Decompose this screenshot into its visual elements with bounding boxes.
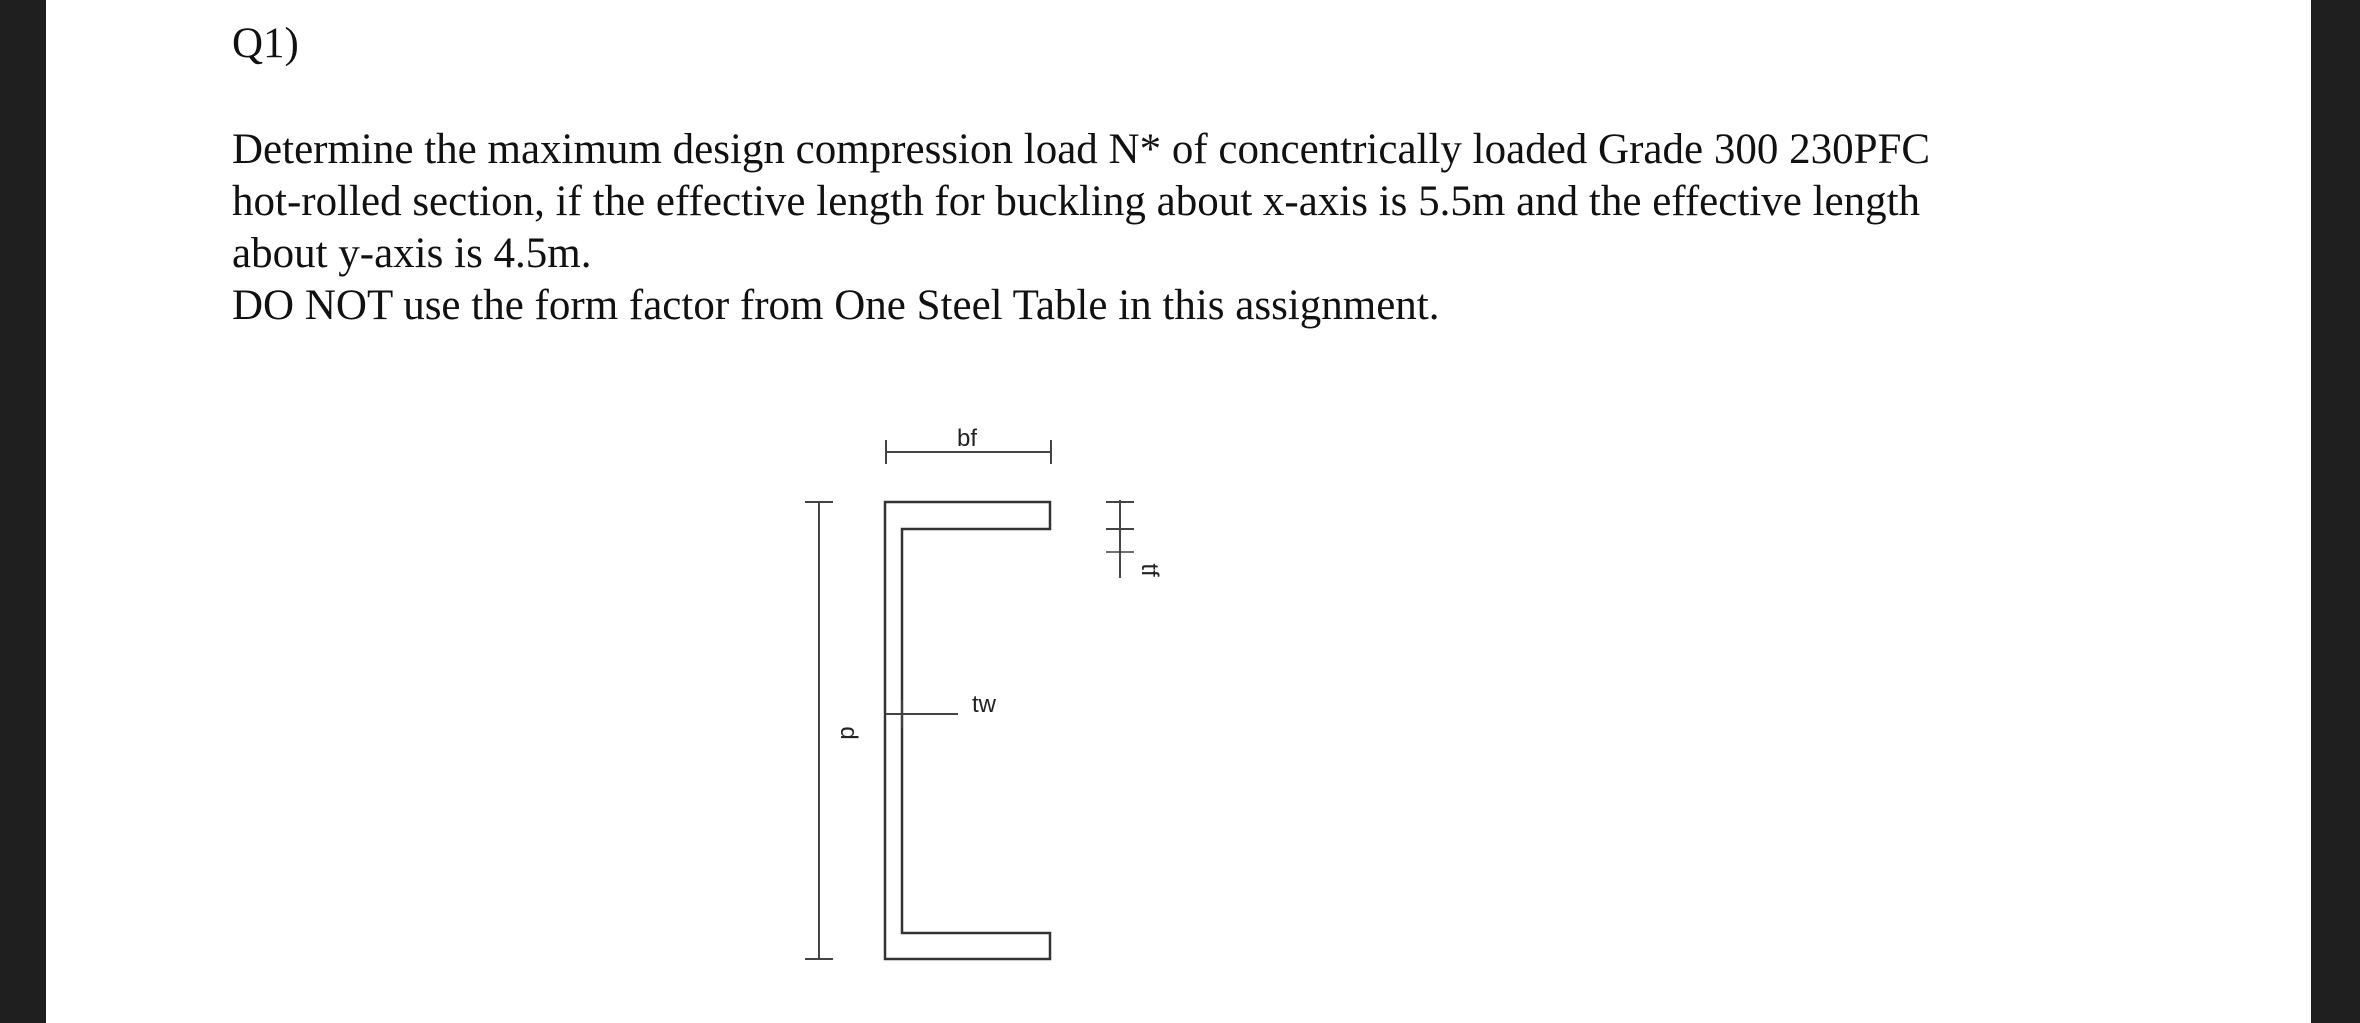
paragraph-line: about y-axis is 4.5m. <box>232 230 592 277</box>
flange-thickness-dimension <box>1106 500 1163 578</box>
question-paragraph <box>232 124 1930 332</box>
channel-section-outline <box>885 502 1050 959</box>
paragraph-line: hot-rolled section, if the effective length for buckling about x-axis is 5.5m and the effective length <box>232 178 1921 225</box>
paragraph-line: DO NOT use the form factor from One Steel Table in this assignment. <box>232 282 1440 329</box>
depth-dimension <box>805 502 862 959</box>
flange-width-label: bf <box>956 425 978 452</box>
document-page <box>46 0 2311 1023</box>
flange-width-dimension <box>886 425 1051 464</box>
question-number: Q1) <box>232 20 299 67</box>
web-thickness-label: tw <box>972 691 996 718</box>
flange-thickness-label: tf <box>1136 563 1163 577</box>
paragraph-line: Determine the maximum design compression load N* of concentrically loaded Grade 300 230PFC <box>232 126 1931 173</box>
depth-label: d <box>835 726 862 740</box>
web-thickness-dimension <box>886 691 997 728</box>
